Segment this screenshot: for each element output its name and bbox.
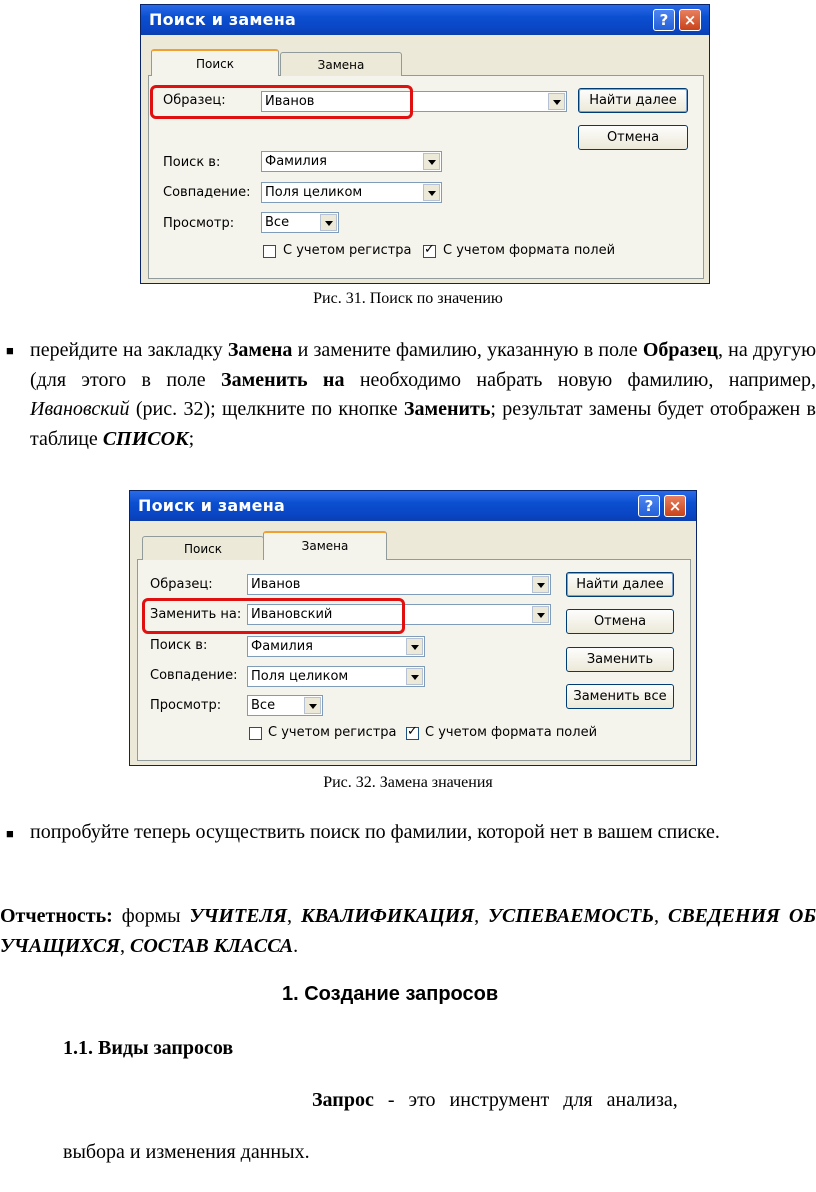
caption-fig31: Рис. 31. Поиск по значению [313,290,503,307]
case-label: С учетом регистра [268,725,397,740]
text: , [474,905,489,927]
report-paragraph [0,902,816,961]
sample-value: Иванов [265,94,315,109]
text: и замените фамилию, указанную в поле [292,339,643,361]
text: . [293,934,299,957]
text: (рис. 32); щелкните по кнопке [129,398,404,420]
form-name: УСПЕВАЕМОСТЬ [488,905,654,927]
text: - это инструмент для анализа, [373,1089,678,1111]
close-button[interactable]: × [664,495,686,517]
cancel-button[interactable]: Отмена [578,125,688,150]
report-label: Отчетность: [0,905,113,927]
view-select[interactable] [261,212,339,233]
highlight-box [142,598,405,634]
subsection-heading-text: 1.1. Виды запросов [63,1037,234,1059]
caption-fig32: Рис. 32. Замена значения [323,774,493,791]
view-select[interactable] [247,695,323,716]
match-label: Совпадение: [163,185,251,200]
chevron-down-icon[interactable] [320,214,337,231]
bullet-marker: ■ [6,343,14,358]
close-button[interactable]: × [679,9,701,31]
search-in-value: Фамилия [251,639,313,654]
text: ; результат замены будет отображен в таблице [30,398,816,450]
chevron-down-icon[interactable] [532,576,549,593]
query-definition-cont: выбора и изменения данных. [63,1141,310,1163]
text: ; [188,427,195,450]
dialog-search [140,4,710,284]
form-name: СВЕДЕНИЯ ОБ УЧАЩИХСЯ [0,905,816,957]
cancel-button[interactable]: Отмена [566,609,674,634]
format-label: С учетом формата полей [425,725,598,740]
format-checkbox[interactable] [406,727,419,740]
match-select[interactable] [247,666,425,687]
bullet-paragraph-1 [30,336,816,454]
bold-text: Замена [227,339,293,361]
search-in-label: Поиск в: [163,155,221,170]
search-in-select[interactable] [247,636,425,657]
view-value: Все [251,698,276,713]
italic-text: Ивановский [30,398,130,420]
sample-value: Иванов [251,577,301,592]
text: , [654,905,659,927]
chevron-down-icon[interactable] [532,606,549,623]
form-name: КВАЛИФИКАЦИЯ [301,905,475,927]
bold-italic-text: СПИСОК [102,427,189,450]
view-label: Просмотр: [163,216,235,231]
case-checkbox[interactable] [263,245,276,258]
find-next-button[interactable]: Найти далее [566,572,674,597]
text: , [120,934,130,957]
match-select[interactable] [261,182,442,203]
text: необходимо набрать новую фамилию, например, [344,368,816,391]
replace-button[interactable]: Заменить [566,647,674,672]
section-heading: 1. Создание запросов [282,983,499,1005]
sample-input[interactable] [247,574,551,595]
match-value: Поля целиком [265,185,363,200]
subsection-heading [63,1034,233,1064]
form-name: СОСТАВ КЛАССА [130,934,294,957]
bold-text: Заменить на [221,368,345,391]
chevron-down-icon[interactable] [304,697,321,714]
bold-text: Образец [642,339,718,361]
replace-with-label: Заменить на: [150,607,242,622]
dialog-titlebar [141,5,709,35]
search-in-label: Поиск в: [150,638,208,653]
view-value: Все [265,215,290,230]
bold-text: Заменить [403,398,491,420]
bold-text: Запрос [312,1089,374,1111]
find-next-button[interactable]: Найти далее [578,88,688,113]
form-name: УЧИТЕЛЯ [189,905,288,927]
replace-all-button[interactable]: Заменить все [566,684,674,709]
sample-label: Образец: [163,93,226,108]
view-label: Просмотр: [150,698,222,713]
match-label: Совпадение: [150,668,238,683]
tab-search[interactable]: Поиск [151,49,279,76]
format-checkbox[interactable] [423,245,436,258]
text: формы [112,905,190,927]
chevron-down-icon[interactable] [423,153,440,170]
match-value: Поля целиком [251,669,349,684]
query-definition [312,1086,740,1116]
text: , [287,905,302,927]
dialog-title: Поиск и замена [138,496,285,515]
tab-replace[interactable]: Замена [280,52,402,76]
search-in-select[interactable] [261,151,442,172]
case-checkbox[interactable] [249,727,262,740]
sample-label: Образец: [150,577,213,592]
dialog-replace [129,490,697,766]
chevron-down-icon[interactable] [423,184,440,201]
text: перейдите на закладку [30,339,228,361]
chevron-down-icon[interactable] [548,93,565,110]
tab-search[interactable]: Поиск [142,536,264,560]
bullet-paragraph-2: попробуйте теперь осуществить поиск по фамилии, которой нет в вашем списке. [30,821,720,843]
case-label: С учетом регистра [283,243,412,258]
search-in-value: Фамилия [265,154,327,169]
bullet-marker: ■ [6,826,14,841]
chevron-down-icon[interactable] [406,668,423,685]
format-label: С учетом формата полей [443,243,616,258]
dialog-title: Поиск и замена [149,10,296,29]
replace-with-value: Ивановский [251,607,333,622]
help-button[interactable]: ? [638,495,660,517]
highlight-box [150,85,413,119]
dialog-titlebar [130,491,696,521]
chevron-down-icon[interactable] [406,638,423,655]
help-button[interactable]: ? [653,9,675,31]
text: , на другую (для этого в поле [30,339,816,391]
tab-replace[interactable]: Замена [263,531,387,560]
